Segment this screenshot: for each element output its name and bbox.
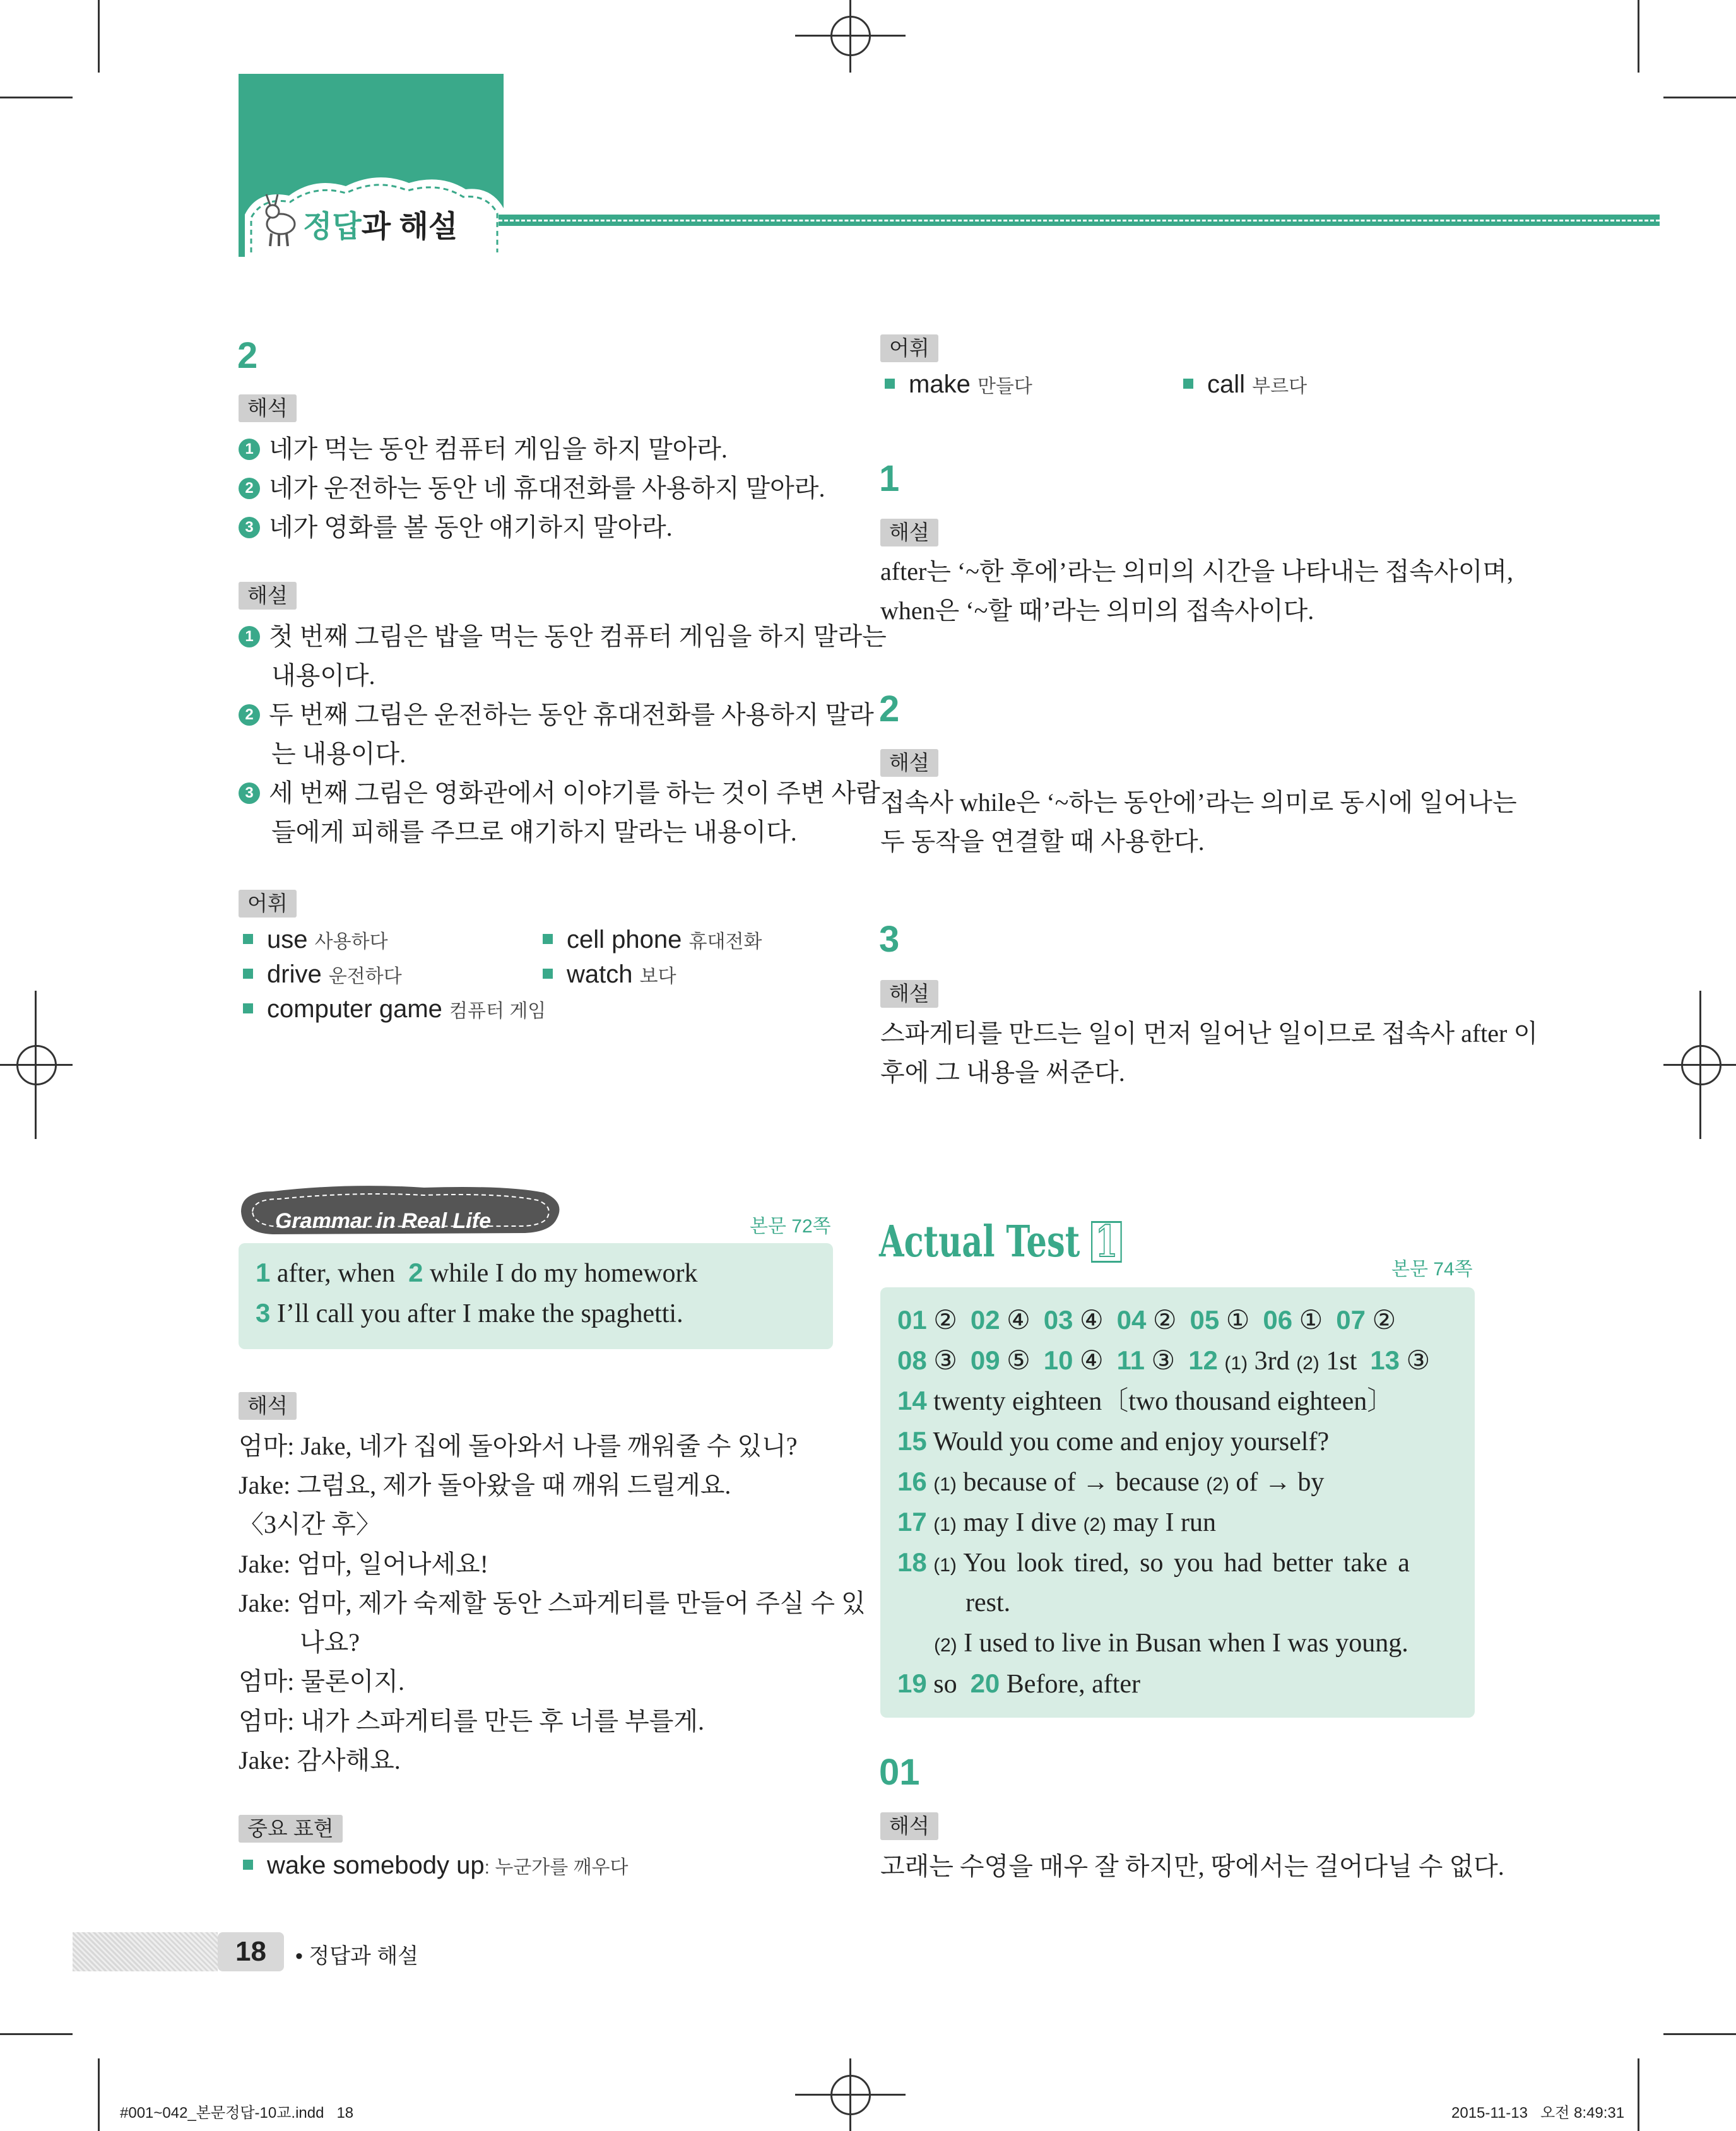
answer-value: ④ [1079, 1306, 1104, 1335]
vocab-en: use [267, 926, 308, 953]
vocab-item [243, 959, 402, 992]
actual-test-title [879, 1217, 1122, 1267]
actual-test-label: Actual Test [879, 1217, 1080, 1267]
crop-mark [98, 0, 100, 73]
answer-value: ③ [933, 1347, 957, 1376]
vocab-en: cell phone [567, 926, 682, 953]
header-title-accent: 정답 [303, 210, 362, 244]
vocab-en: watch [567, 960, 633, 988]
question-number: 2 [237, 335, 258, 376]
answer-row [897, 1668, 1140, 1699]
answer-value: 1st [1326, 1347, 1357, 1376]
answer-number: 06 [1263, 1305, 1293, 1335]
footer-texture [73, 1932, 218, 1971]
answer-value: ⑤ [1007, 1347, 1030, 1376]
registration-mark [830, 2075, 871, 2115]
question-number: 2 [879, 688, 900, 729]
page-reference: 본문 72쪽 [750, 1216, 831, 1237]
dialogue-line [239, 1667, 404, 1697]
vocab-en: make [909, 370, 971, 398]
section-tag: 해석 [880, 1812, 938, 1840]
section-tag: 어휘 [239, 890, 297, 918]
dialogue-line [239, 1745, 401, 1776]
vocab-ko: 운전하다 [328, 966, 402, 987]
section-tag: 해설 [880, 980, 938, 1008]
answer-number: 01 [897, 1305, 927, 1335]
circle-number: 1 [239, 439, 260, 460]
answer-number: 14 [897, 1386, 927, 1415]
section-tag: 해석 [239, 394, 297, 422]
answer-number: 11 [1116, 1345, 1145, 1375]
bullet-icon [1183, 379, 1193, 389]
explanation-text: 두 번째 그림은 운전하는 동안 휴대전화를 사용하지 말라 [269, 700, 874, 729]
crop-mark [1638, 0, 1639, 73]
answer-number: 13 [1370, 1345, 1400, 1375]
answer-number: 10 [1043, 1345, 1073, 1375]
explanation-line: 는 내용이다. [271, 740, 406, 768]
explanation-line: 접속사 while은 ‘~하는 동안에’라는 의미로 동시에 일어나는 [880, 788, 1517, 817]
vocab-en: computer game [267, 995, 442, 1023]
explanation-line: 내용이다. [271, 661, 375, 690]
section-tag: 어휘 [880, 334, 938, 362]
dialogue-line [300, 1627, 360, 1658]
explanation-text: 세 번째 그림은 영화관에서 이야기를 하는 것이 주변 사람 [269, 779, 880, 807]
answer-value: ④ [1007, 1306, 1030, 1335]
answer-number: 3 [256, 1298, 271, 1328]
answer-value: ② [1152, 1306, 1177, 1335]
explanation-line: after는 ‘~한 후에’라는 의미의 시간을 나타내는 접속사이며, [880, 557, 1513, 586]
bullet-icon [543, 969, 553, 979]
section-tag: 해설 [880, 749, 938, 777]
answer-value: ② [1372, 1306, 1396, 1335]
answer-value: ④ [1079, 1347, 1104, 1376]
answer-part: (1) [933, 1514, 957, 1535]
answer-row [897, 1345, 1430, 1379]
explanation-line: 스파게티를 만드는 일이 먼저 일어난 일이므로 접속사 after 이 [880, 1019, 1538, 1048]
dialogue-text: Jake, 네가 집에 돌아와서 나를 깨워줄 수 있니? [300, 1432, 798, 1460]
crop-mark [1663, 97, 1736, 98]
crop-mark [98, 2058, 100, 2131]
bullet-icon [543, 934, 553, 944]
answer-row [897, 1547, 1410, 1581]
page-label: • 정답과 해설 [295, 1944, 419, 1968]
vocab-item [243, 924, 388, 957]
explanation-line: 고래는 수영을 매우 잘 하지만, 땅에서는 걸어다닐 수 없다. [880, 1852, 1504, 1880]
answer-value: ② [933, 1306, 957, 1335]
question-number: 01 [879, 1752, 920, 1793]
answer-number: 17 [897, 1507, 927, 1537]
dialogue-text: 엄마, 일어나세요! [297, 1550, 488, 1578]
answer-part: (2) [1083, 1514, 1107, 1535]
answer-row [897, 1386, 1393, 1417]
answer-number: 05 [1190, 1305, 1220, 1335]
explanation-line [239, 778, 880, 808]
answer-row [897, 1426, 1329, 1457]
answer-value: because of → because [963, 1468, 1200, 1497]
question-number: 3 [879, 919, 900, 960]
answer-number: 19 [897, 1668, 927, 1698]
section-tag: 해설 [239, 582, 297, 610]
answer-number: 12 [1188, 1345, 1218, 1375]
dialogue-speaker: Jake: [239, 1589, 291, 1617]
answer-value: so [933, 1670, 957, 1699]
answer-value: rest. [965, 1588, 1011, 1617]
section-tag: 해석 [239, 1392, 297, 1420]
answer-number: 1 [256, 1258, 271, 1287]
answer-value: You look tired, so you had better take a [963, 1549, 1410, 1578]
circle-number: 3 [239, 517, 260, 538]
grammar-answer-line [256, 1298, 683, 1329]
answer-value: 3rd [1254, 1347, 1290, 1376]
dialogue-text: 엄마, 제가 숙제할 동안 스파게티를 만들어 주실 수 있 [297, 1589, 866, 1617]
crop-mark [0, 2033, 73, 2035]
bullet-icon [243, 1003, 253, 1013]
bullet-icon [243, 934, 253, 944]
answer-number: 04 [1116, 1305, 1147, 1335]
expression-ko: : 누군가를 깨우다 [484, 1857, 629, 1878]
answer-value: Would you come and enjoy yourself? [933, 1427, 1330, 1456]
dialogue-line [239, 1706, 704, 1737]
answer-row [897, 1507, 1216, 1540]
explanation-text: 첫 번째 그림은 밥을 먹는 동안 컴퓨터 게임을 하지 말라는 [269, 622, 887, 651]
answer-number: 2 [408, 1258, 423, 1287]
vocab-item [543, 924, 762, 957]
translation-text: 네가 먹는 동안 컴퓨터 게임을 하지 말아라. [269, 435, 728, 463]
dialogue-text: 물론이지. [300, 1667, 404, 1696]
dialogue-line [239, 1431, 797, 1461]
registration-mark [1681, 1045, 1721, 1085]
answer-part: (2) [1206, 1474, 1229, 1495]
explanation-line: 후에 그 내용을 써준다. [880, 1058, 1125, 1087]
header-title [303, 202, 458, 245]
circle-number: 2 [239, 478, 260, 499]
answer-part: (2) [1296, 1353, 1320, 1374]
dialogue-text: 감사해요. [297, 1746, 401, 1774]
registration-mark [830, 16, 871, 56]
dialogue-speaker: 엄마: [239, 1707, 295, 1735]
crop-mark [1638, 2058, 1639, 2131]
vocab-ko: 부르다 [1252, 376, 1308, 397]
bullet-icon [885, 379, 895, 389]
crop-mark [0, 97, 73, 98]
translation-line [239, 512, 673, 543]
answer-value: ③ [1406, 1347, 1431, 1376]
answer-number: 03 [1043, 1305, 1073, 1335]
answer-part: (1) [933, 1555, 957, 1576]
translation-text: 네가 영화를 볼 동안 얘기하지 말아라. [269, 513, 673, 541]
dialogue-line [239, 1549, 488, 1579]
answer-value: twenty eighteen〔two thousand eighteen〕 [933, 1387, 1394, 1416]
vocab-ko: 휴대전화 [688, 931, 762, 952]
question-number: 1 [879, 458, 900, 499]
expression-en: wake somebody up [267, 1851, 485, 1879]
explanation-line [239, 700, 874, 730]
answer-value: ③ [1151, 1347, 1176, 1376]
vocab-ko: 보다 [639, 966, 676, 987]
vocab-item [243, 994, 546, 1027]
answer-row [965, 1588, 1010, 1618]
answer-text: after, when [276, 1259, 396, 1288]
dialogue-line [239, 1588, 866, 1619]
dialogue-speaker: 엄마: [239, 1432, 295, 1460]
vocab-en: call [1207, 370, 1246, 398]
vocab-item [885, 369, 1032, 402]
answer-value: ① [1299, 1306, 1323, 1335]
vocab-item [1183, 369, 1307, 402]
answer-number: 15 [897, 1426, 927, 1456]
section-tag: 중요 표현 [239, 1815, 343, 1843]
vocab-en: drive [267, 960, 322, 988]
dialogue-text: 나요? [300, 1628, 360, 1656]
answer-text: I’ll call you after I make the spaghetti. [276, 1299, 683, 1328]
grammar-answer-line [256, 1258, 698, 1289]
explanation-line [239, 622, 887, 652]
dialogue-line [239, 1470, 731, 1501]
circle-number: 1 [239, 626, 260, 647]
timestamp: 2015-11-13 오전 8:49:31 [1451, 2104, 1625, 2122]
answer-number: 08 [897, 1345, 927, 1375]
answer-value: ① [1225, 1306, 1250, 1335]
answer-part: (1) [933, 1474, 957, 1495]
answer-part: (2) [934, 1635, 957, 1656]
answer-text: while I do my homework [429, 1259, 698, 1288]
answer-row [897, 1467, 1324, 1500]
answer-number: 20 [970, 1668, 1000, 1698]
answer-number: 07 [1336, 1305, 1366, 1335]
dialogue-line [239, 1509, 381, 1540]
dialogue-text: 내가 스파게티를 만든 후 너를 부를게. [300, 1707, 705, 1735]
dialogue-text: 〈3시간 후〉 [239, 1510, 381, 1538]
deer-icon [259, 189, 303, 249]
dialogue-text: 그럼요, 제가 돌아왔을 때 깨워 드릴게요. [297, 1471, 731, 1499]
answer-value: Before, after [1006, 1670, 1140, 1699]
expression-item [243, 1850, 629, 1883]
section-tag: 해설 [880, 519, 938, 546]
answer-value: of → by [1236, 1468, 1325, 1497]
answer-value: may I dive [963, 1508, 1077, 1537]
header-title-rest: 과 해설 [361, 210, 458, 244]
dialogue-speaker: Jake: [239, 1550, 291, 1578]
translation-line [239, 434, 728, 464]
vocab-item [543, 959, 676, 992]
dialogue-speaker: Jake: [239, 1746, 291, 1774]
answer-number: 18 [897, 1547, 927, 1577]
vocab-ko: 컴퓨터 게임 [449, 1001, 546, 1022]
actual-test-number: 1 [1091, 1221, 1122, 1263]
dialogue-speaker: 엄마: [239, 1667, 295, 1696]
file-info: #001~042_본문정답-10교.indd 18 [120, 2104, 354, 2122]
answer-row [897, 1305, 1396, 1336]
vocab-ko: 사용하다 [314, 931, 388, 952]
circle-number: 2 [239, 704, 260, 726]
crop-mark [1663, 2033, 1736, 2035]
translation-text: 네가 운전하는 동안 네 휴대전화를 사용하지 말아라. [269, 474, 825, 502]
grammar-banner-title: Grammar in Real Life [275, 1209, 492, 1233]
answer-number: 02 [970, 1305, 1000, 1335]
explanation-line: 두 동작을 연결할 때 사용한다. [880, 827, 1205, 856]
answer-part: (1) [1224, 1353, 1248, 1374]
answer-row [934, 1628, 1408, 1661]
answer-number: 09 [970, 1345, 1000, 1375]
page-reference: 본문 74쪽 [1391, 1259, 1473, 1280]
bullet-icon [243, 969, 253, 979]
answer-value: may I run [1113, 1508, 1216, 1537]
circle-number: 3 [239, 782, 260, 804]
explanation-line: when은 ‘~할 때’라는 의미의 접속사이다. [880, 596, 1314, 625]
explanation-line: 들에게 피해를 주므로 얘기하지 말라는 내용이다. [271, 818, 797, 846]
answer-value: I used to live in Busan when I was young. [964, 1629, 1408, 1658]
registration-mark [16, 1045, 57, 1085]
vocab-ko: 만들다 [977, 376, 1032, 397]
page-number: 18 [218, 1932, 284, 1971]
bullet-icon [243, 1860, 253, 1870]
answer-number: 16 [897, 1467, 927, 1496]
header-line-dash [499, 220, 1660, 221]
dialogue-speaker: Jake: [239, 1471, 291, 1499]
translation-line [239, 473, 825, 504]
